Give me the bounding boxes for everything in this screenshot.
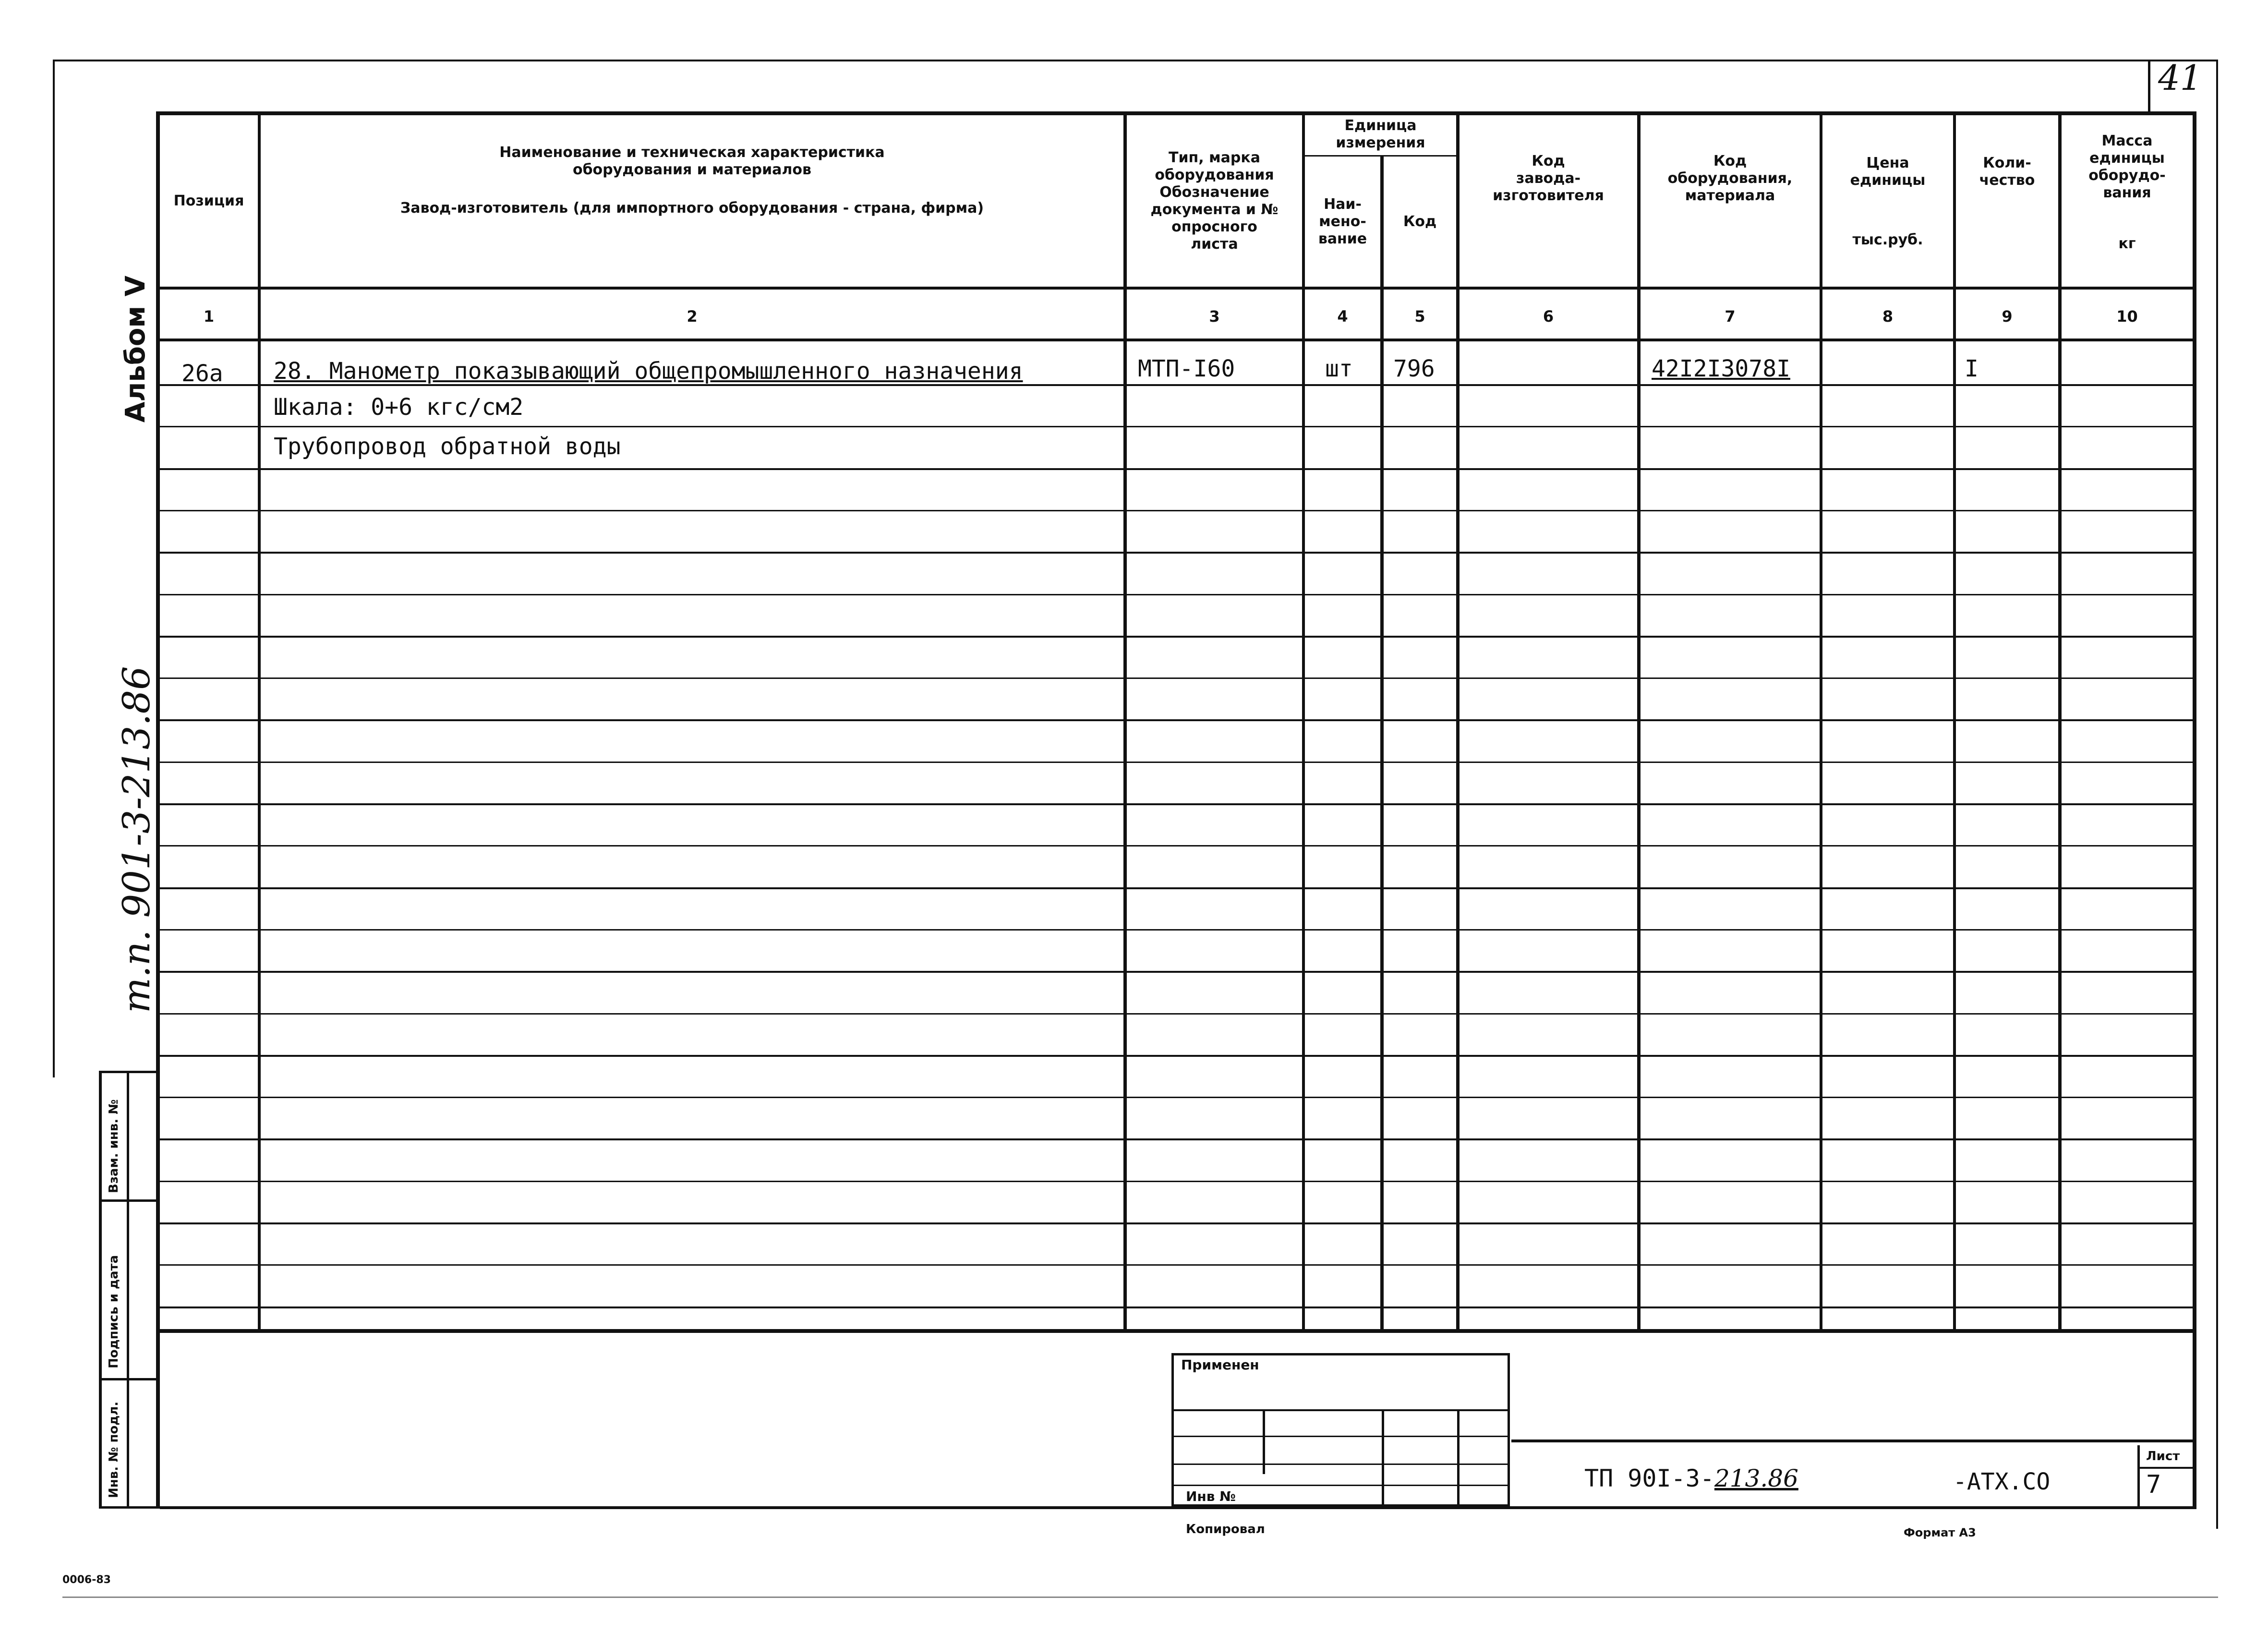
row-line	[156, 510, 2196, 511]
header-mass-line: оборудо-	[2088, 167, 2166, 184]
header-equip-code-line: оборудования,	[1667, 170, 1793, 187]
header-unit-group	[1305, 113, 1456, 156]
left-stamp-rule-2	[99, 1378, 159, 1380]
colnum-2: 2	[687, 307, 698, 326]
col-sep-9	[2058, 111, 2062, 1331]
row-line	[156, 845, 2196, 847]
row-name: Шкала: 0+6 кгс/см2	[274, 394, 524, 421]
sheet-label: Лист	[2146, 1449, 2180, 1464]
header-type-line: листа	[1191, 235, 1238, 253]
table-right-border	[2193, 111, 2196, 1509]
colnum-6: 6	[1543, 307, 1554, 326]
header-price-line: единицы	[1850, 172, 1926, 189]
row-line	[156, 929, 2196, 931]
col-sep-6	[1637, 111, 1641, 1331]
row-qty: I	[1965, 355, 1978, 382]
row-line	[156, 552, 2196, 554]
header-name-line1: Наименование и техническая характеристика	[499, 144, 885, 161]
numbers-rule	[156, 339, 2196, 341]
table-bottom-border	[156, 1329, 2196, 1333]
header-name-line3: Завод-изготовитель (для импортного оборудования - страна, фирма)	[400, 200, 984, 217]
row-line	[156, 1306, 2196, 1308]
header-type-line: оборудования	[1155, 166, 1274, 183]
row-line	[156, 971, 2196, 973]
left-stamp-border	[99, 1071, 102, 1509]
header-type	[1127, 115, 1302, 287]
swap-inv-label: Взам. инв. №	[107, 1099, 121, 1193]
table-top-border	[156, 111, 2196, 115]
corner-box-left	[2148, 60, 2150, 111]
row-type: МТП-I60	[1138, 355, 1235, 382]
header-maker-code-line: изготовителя	[1493, 187, 1604, 204]
document-code-number: 213.86	[1714, 1464, 1798, 1492]
row-line	[156, 636, 2196, 638]
format-label: Формат А3	[1904, 1526, 1976, 1539]
header-equip-code-line: Код	[1713, 153, 1747, 169]
header-rule	[156, 287, 2196, 290]
document-suffix: -АТХ.СО	[1953, 1468, 2051, 1495]
row-line	[156, 1181, 2196, 1182]
header-maker-code	[1460, 115, 1637, 287]
header-price-unit: тыс.руб.	[1852, 231, 1923, 248]
header-position-text: Позиция	[173, 192, 244, 209]
header-name	[261, 144, 1123, 259]
row-line	[156, 1097, 2196, 1098]
left-stamp-rule-1	[99, 1199, 159, 1202]
colnum-1: 1	[203, 307, 215, 326]
col-sep-8	[1953, 111, 1956, 1331]
sheet-corner-number: 41	[2158, 58, 2202, 98]
header-qty-line: Коли-	[1983, 155, 2031, 171]
row-line	[156, 1222, 2196, 1224]
header-unit-name	[1305, 157, 1380, 287]
row-line	[156, 719, 2196, 721]
row-equip-code: 42I2I3078I	[1652, 355, 1790, 382]
header-equip-code	[1641, 115, 1820, 287]
left-stamp-top	[99, 1071, 159, 1073]
frame-left	[53, 60, 55, 1077]
row-line	[156, 1013, 2196, 1015]
row-name: 28. Манометр показывающий общепромышленного назначения	[274, 358, 1023, 385]
applied-col-3	[1457, 1409, 1460, 1508]
inv-no-label: Инв №	[1186, 1488, 1236, 1504]
applied-col-1	[1263, 1409, 1265, 1474]
row-unit-code: 796	[1393, 355, 1435, 382]
header-mass-line: вания	[2103, 184, 2151, 201]
row-line	[156, 468, 2196, 470]
colnum-9: 9	[2002, 307, 2013, 326]
header-type-line: Тип, марка	[1169, 149, 1260, 166]
row-line	[156, 1138, 2196, 1140]
col-sep-3	[1302, 111, 1305, 1331]
trim-line	[62, 1597, 2218, 1598]
header-unit-group-line: Единица	[1344, 117, 1417, 134]
row-line	[156, 594, 2196, 595]
col-sep-2	[1123, 111, 1127, 1331]
row-line	[156, 762, 2196, 763]
row-line	[156, 803, 2196, 805]
row-line	[156, 426, 2196, 427]
document-code	[1584, 1464, 1798, 1492]
row-line	[156, 677, 2196, 679]
header-price-line: Цена	[1866, 155, 1909, 171]
header-unit-name-line: мено-	[1319, 213, 1366, 230]
row-name: Трубопровод обратной воды	[274, 433, 621, 460]
header-unit-name-line: Наи-	[1324, 195, 1362, 213]
header-maker-code-line: Код	[1532, 153, 1565, 169]
left-stamp-bottom	[99, 1506, 159, 1509]
header-name-line2: оборудования и материалов	[573, 161, 811, 178]
header-mass-line: Масса	[2101, 133, 2153, 149]
header-unit-code-text: Код	[1403, 213, 1437, 230]
applied-label: Применен	[1181, 1357, 1259, 1373]
header-unit-code	[1384, 157, 1456, 287]
header-qty	[1956, 115, 2058, 287]
col-sep-5	[1456, 111, 1460, 1331]
colnum-3: 3	[1209, 307, 1220, 326]
colnum-5: 5	[1414, 307, 1425, 326]
row-line	[156, 1055, 2196, 1057]
header-position	[160, 115, 258, 287]
header-mass-unit: кг	[2118, 235, 2136, 252]
frame-right	[2216, 60, 2218, 1529]
header-equip-code-line: материала	[1685, 187, 1775, 204]
header-qty-line: чество	[1979, 172, 2035, 189]
colnum-7: 7	[1725, 307, 1736, 326]
header-mass-line: единицы	[2089, 150, 2165, 167]
header-type-line: опросного	[1171, 218, 1257, 235]
sheet-number: 7	[2146, 1470, 2161, 1499]
col-sep-4	[1380, 155, 1384, 1331]
colnum-4: 4	[1337, 307, 1348, 326]
title-doc-rule	[1511, 1439, 2196, 1442]
row-line	[156, 887, 2196, 889]
col-sep-1	[258, 111, 261, 1331]
frame-top	[53, 60, 2218, 61]
document-code-prefix: ТП 90I-3-	[1584, 1464, 1714, 1492]
header-price	[1822, 115, 1953, 287]
left-stamp-divider	[127, 1071, 129, 1509]
project-label: т.п. 901-3-213.86	[115, 666, 158, 1013]
signature-date-label: Подпись и дата	[107, 1255, 121, 1368]
header-mass	[2062, 115, 2193, 287]
copied-label: Копировал	[1186, 1522, 1265, 1536]
form-code: 0006-83	[62, 1574, 111, 1586]
header-unit-name-line: вание	[1318, 230, 1367, 247]
inv-orig-label: Инв. № подл.	[107, 1401, 121, 1498]
header-type-line: Обозначение	[1159, 183, 1269, 201]
col-sep-7	[1820, 111, 1822, 1331]
sheet-box-rule	[2137, 1467, 2195, 1469]
colnum-10: 10	[2116, 307, 2138, 326]
row-line	[156, 1264, 2196, 1266]
row-position: 26а	[181, 360, 223, 387]
album-label: Альбом V	[120, 276, 151, 423]
header-unit-group-line: измерения	[1336, 134, 1425, 151]
applied-col-2	[1382, 1409, 1384, 1508]
header-type-line: документа и №	[1150, 201, 1279, 218]
colnum-8: 8	[1882, 307, 1894, 326]
row-unit: шт	[1325, 355, 1353, 382]
header-maker-code-line: завода-	[1516, 170, 1581, 187]
